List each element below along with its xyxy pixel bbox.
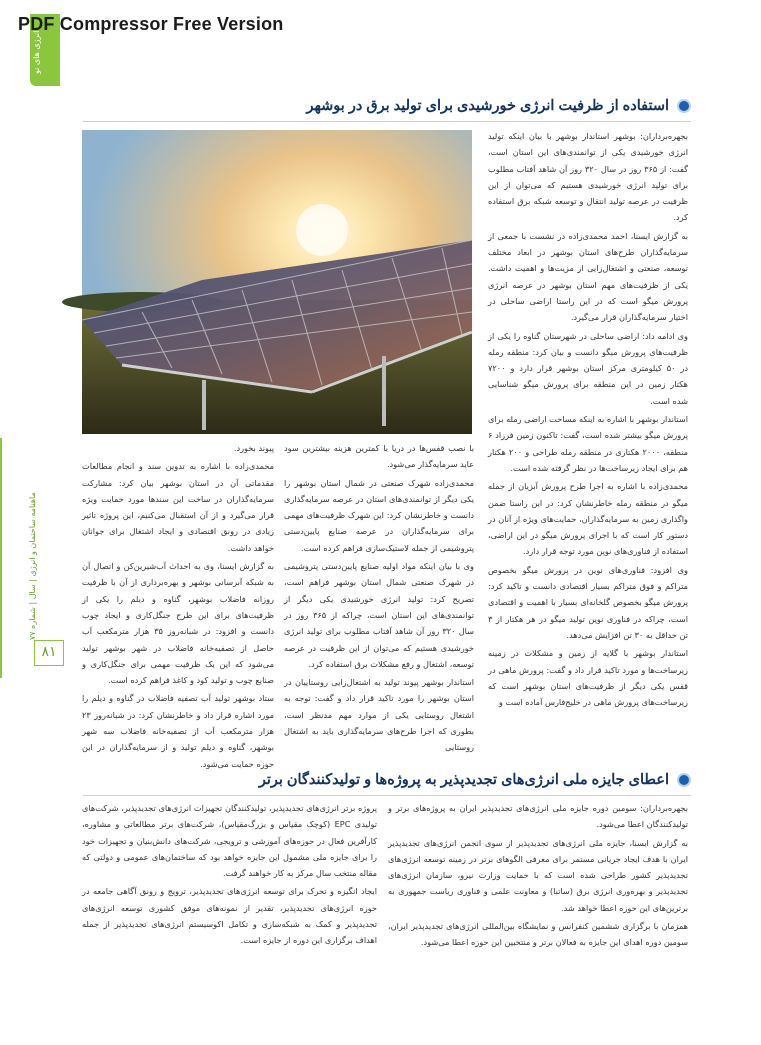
article-headline <box>259 766 691 794</box>
article-column-middle <box>284 440 474 758</box>
article-title: استفاده از ظرفیت انرژی خورشیدی برای تولید برق در بوشهر <box>306 98 669 114</box>
paragraph: وی ادامه داد: اراضی ساحلی در شهرستان گناوه را یکی از ظرفیت‌های پرورش میگو دانست و بیان کرد: منطقه رمله در ۵۰ کیلومتری مرکز استان بوشهر قرار دارد و ۷۲۰۰ هکتار زمین در این منطقه برای پرورش میگو شناسایی شده است. <box>488 330 689 406</box>
paragraph: استاندار بوشهر با گلایه از زمین و مشکلات در زمینه زیرساخت‌ها و مورد تاکید قرار داد و گفت: پرورش ماهی در قفس یکی دیگر از ظرفیت‌های استان بوشهر است که زیرساخت‌های پرورش ماهی در خلیج‌فارس آماده است و <box>488 648 688 708</box>
title-underline <box>83 121 691 122</box>
margin-rule <box>0 438 2 678</box>
paragraph: محمدی‌زاده شهرک صنعتی در شمال استان بوشهر را یکی دیگر از توانمندی‌های استان در عرصه سرمایه‌گذاری دانست و خاطرنشان کرد: این شهرک ظرفیت‌های مهمی برای سرمایه‌گذاران در عرصه صنایع پایین‌دستی پتروشیمی از جمله لاستیک‌سازی فراهم کرده است. <box>284 477 474 553</box>
paragraph: محمدی‌زاده با اشاره به تدوین سند و انجام مطالعات مقدماتی آن در استان بوشهر بیان کرد: مشارکت سرمایه‌گذاران در ساخت این سندها مورد حمایت ویژه قرار می‌گیرد و از آن استقبال می‌کنیم، این پروژه تاثیر زیادی در رونق اقتصادی و ایجاد اشتغال برای جوانان خواهد داشت. <box>82 461 274 553</box>
article2-column-left <box>82 800 377 970</box>
section-tab-label: انرژی های نو <box>32 30 41 74</box>
solar-panel-photo <box>82 130 472 434</box>
title-underline <box>83 795 691 796</box>
bullet-icon <box>677 99 691 113</box>
paragraph: به گزارش ایسنا، وی به احداث آب‌شیرین‌کن و اتصال آن به شبکه آبرسانی بوشهر و بهره‌برداری از آن با ظرفیت روزانه فاضلاب بوشهر، گناوه و دیلم را یکی از ظرفیت‌های برای این طرح جنگل‌کاری و ایجاد چوب دانست و افزود: در شبانه‌روز ۳۵ هزار مترمکعب آب حاصل از تصفیه‌خانه فاضلاب در شهر بوشهر تولید می‌شود که این یک ظرفیت مهمی برای جنگل‌کاری و صنایع چوب و تولید کود و کاغذ فراهم کرده است. <box>82 561 275 686</box>
article-headline <box>306 92 691 120</box>
paragraph: وی افزود: فناوری‌های نوین در پرورش میگو بخصوص متراکم و فوق متراکم بسیار اقتصادی دانست و تاکید کرد: پرورش میگو بخصوص گلخانه‌ای بسیار با اهمیت و اقتصادی است، چراکه در فناوری نوین تولید میگو در هر هکتار از ۳ تن حداقل به ۳۰ تن افزایش می‌دهد. <box>488 564 688 640</box>
bullet-icon <box>677 773 691 787</box>
article-title: اعطای جایزه ملی انرژی‌های تجدیدپذیر به پروژه‌ها و تولیدکنندگان برتر <box>258 772 669 788</box>
article-column-left <box>82 440 275 769</box>
paragraph: استاندار بوشهر پیوند تولید به اشتغال‌زایی روستاییان در استان بوشهر را مورد تاکید قرار داد و گفت: توجه به اشتغال روستایی یکی از موارد مهم مدنظر است، بطوری که اجرا طرح‌های سرمایه‌گذاری باید به اشتغال روستایی <box>284 677 474 753</box>
watermark-text: PDF Compressor Free Version <box>18 14 284 34</box>
paragraph: استاندار بوشهر با اشاره به اینکه مساحت اراضی رمله برای پرورش میگو بیشتر شده است، گفت: تاکنون زمین فرزاد ۶ منطقه، ۲۰۰۰ هکتاری در منطقه رمله طراحی و ۲۰۰ هکتار هم برای ایجاد زیرساخت‌ها در نظر گرفته شده است. <box>488 414 688 473</box>
paragraph: بجهره‌برداران: بوشهر استاندار بوشهر با بیان اینکه تولید انرژی خورشیدی یکی از توانمندی‌های این استان است، گفت: از ۳۶۵ روز در سال ۳۲۰ روز آن شاهد آفتاب مطلوب برای تولید انرژی خورشیدی هستیم که می‌توان از این ظرفیت در عرصه تولید انتقال و توسعه شبکه برق استفاده کرد. <box>488 131 688 223</box>
paragraph: محمدی‌زاده با اشاره به اجرا طرح پرورش آبزیان از جمله میگو در منطقه رمله خاطرنشان کرد: در این راستا ضمن واگذاری زمین به سرمایه‌گذاران، حمایت‌های ویژه از آنان در دستور کار است که با اجرای پرورش میگو در این اراضی، استفاده از فناوری‌های نوین مورد توجه قرار دارد. <box>488 481 688 557</box>
paragraph: بجهره‌برداران: سومین دوره جایزه ملی انرژی‌های تجدیدپذیر ایران به پروژه‌های برتر و تولیدکنندگان اعطا می‌شود. <box>388 803 688 830</box>
paragraph: وی با بیان اینکه مواد اولیه صنایع پایین‌دستی پتروشیمی در شهرک صنعتی شمال استان بوشهر فراهم است، تصریح کرد: تولید انرژی خورشیدی یکی دیگر از توانمندی‌های این استان است، چراکه از ۳۶۵ روز در سال ۳۲۰ روز آن شاهد آفتاب مطلوب برای تولید انرژی خورشیدی هستیم که می‌توان از این ظرفیت در عرصه توسعه، اشتغال و رفع مشکلات برق استفاده کرد. <box>284 561 474 669</box>
paragraph: همزمان با برگزاری ششمین کنفرانس و نمایشگاه بین‌المللی انرژی‌های تجدیدپذیر ایران، سومین دوره اهدای این جایزه به فعالان برتر و منتخبین این حوزه اعطا می‌شود. <box>388 921 688 948</box>
paragraph: به گزارش ایسنا، جایزه ملی انرژی‌های تجدیدپذیر از سوی انجمن انرژی‌های تجدیدپذیر ایران با هدف ایجاد جریانی مستمر برای معرفی الگوهای برتر در زمینه توسعه انرژی‌های تجدیدپذیر کشور طراحی شده است که با حمایت وزارت نیرو، سازمان انرژی‌های تجدیدپذیر و بهره‌وری انرژی برق (ساتبا) و معاونت علمی و فناوری ریاست جمهوری به برترین‌های این حوزه اعطا خواهد شد. <box>388 837 688 913</box>
paragraph: پیوند بخورد. <box>233 443 274 453</box>
page-number: ۸۱ <box>34 640 64 666</box>
paragraph: با نصب قفس‌ها در دریا با کمترین هزینه بیشترین سود عاید سرمایه‌گذار می‌شود. <box>284 443 474 470</box>
paragraph: ستاد بوشهر تولید آب تصفیه فاضلاب در گناوه و دیلم را مورد اشاره قرار داد و خاطرنشان کرد: در شبانه‌روز ۲۳ هزار مترمکعب آب از تصفیه‌خانه فاضلاب سه شهر بوشهر، گناوه و دیلم تولید و از سرمایه‌گذاران در این حوزه حمایت می‌شود. <box>82 693 274 769</box>
paragraph: پروژه برتر انرژی‌های تجدیدپذیر، تولیدکنندگان تجهیزات انرژی‌های تجدیدپذیر، شرکت‌های تولیدی EPC (کوچک مقیاس و بزرگ‌مقیاس)، شرکت‌های برتر مطالعاتی و مشاوره، کارآفرین فعال در حوزه‌های آموزشی و ترویجی، شرکت‌های دانش‌بنیان و تجهیزات خود را برای جایزه ملی مشمول این جایزه خواهد بود که ساختمان‌های عمومی و دولتی که مقاله منتخب سال مرکز به کار خواهند گرفت. <box>82 803 377 879</box>
running-footer: ماهنامه ساختمان و انرژی | سال | شماره ۷۷ <box>28 492 37 640</box>
article-column-right <box>488 128 688 758</box>
paragraph: به گزارش ایسنا، احمد محمدی‌زاده در نشست با جمعی از سرمایه‌گذاران طرح‌های استان بوشهر در ابعاد مختلف توسعه، صنعتی و اشتغال‌زایی از مزیت‌ها و اهمیت داشت. یکی از ظرفیت‌های مهم استان بوشهر در عرصه انرژی پرورش میگو است که در این راستا اراضی ساحلی در اختیار سرمایه‌گذاران قرار می‌گیرد. <box>488 230 688 323</box>
article2-column-right <box>388 800 688 970</box>
paragraph: ایجاد انگیزه و تحرک برای توسعه انرژی‌های تجدیدپذیر، ترویج و رونق آگاهی جامعه در حوزه انرژی‌های تجدیدپذیر، تقدیر از نمونه‌های موفق کشوری توسعه انرژی‌های تجدیدپذیر و کمک به شبکه‌سازی و تکامل اکوسیستم انرژی‌های تجدیدپذیر از جمله اهداف برگزاری این دوره از جایزه است. <box>82 886 377 946</box>
